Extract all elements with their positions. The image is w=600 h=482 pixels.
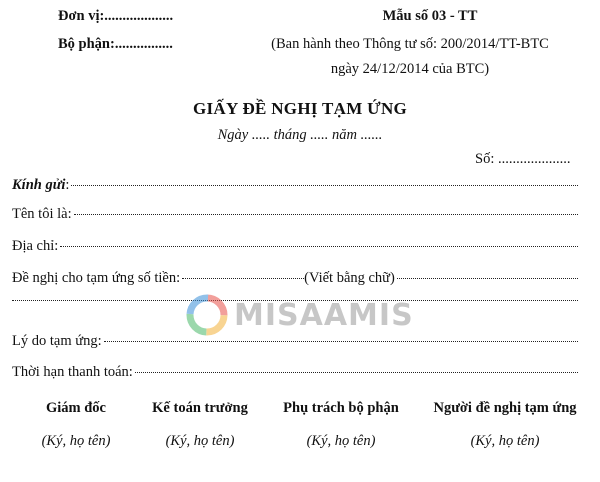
signature-role: Phụ trách bộ phận [283,400,399,416]
issued-by-line-1: (Ban hành theo Thông tư số: 200/2014/TT-BTC [271,36,549,52]
signature-note: (Ký, họ tên) [470,433,540,449]
signature-director [10,400,142,450]
term-label: Thời hạn thanh toán: [12,364,133,380]
document-title: GIẤY ĐỀ NGHỊ TẠM ỨNG [192,99,408,118]
signature-role: Giám đốc [45,400,106,416]
form-number: Mẫu số 03 - TT [382,8,478,24]
signature-note: (Ký, họ tên) [306,433,376,449]
signature-note: (Ký, họ tên) [41,433,111,449]
reason-label: Lý do tạm ứng: [12,333,102,349]
department-label: Bộ phận: [58,36,115,52]
recipient-colon: : [65,177,70,193]
name-label: Tên tôi là: [12,206,72,222]
term-row [12,364,578,381]
signature-note: (Ký, họ tên) [165,433,235,449]
amount-dotted-line[interactable] [182,278,304,279]
signature-role: Kế toán trưởng [152,400,248,416]
address-row [12,238,578,255]
date-line: Ngày ..... tháng ..... năm ...... [217,127,383,143]
department-line [58,36,173,53]
signature-role: Người đề nghị tạm ứng [433,400,577,416]
unit-label: Đơn vị: [58,8,105,24]
term-dotted-line[interactable] [135,372,578,373]
name-dotted-line[interactable] [74,214,578,215]
signature-department-head [262,400,420,450]
amount-label: Đề nghị cho tạm ứng số tiền: [12,270,181,286]
department-dots: ................ [114,36,173,52]
misa-logo-icon [186,294,228,336]
signature-chief-accountant [130,400,270,450]
amount-words-dotted-line[interactable] [397,278,578,279]
document-number: Số: .................... [475,151,571,167]
watermark-text: MISAAMIS [234,297,414,333]
amount-words-label: (Viết bằng chữ) [304,270,395,286]
recipient-label: Kính gửi [12,177,66,193]
signature-requester [412,400,598,450]
amount-row [12,270,578,287]
issued-by-line-2: ngày 24/12/2014 của BTC) [330,61,490,77]
recipient-row [12,177,578,194]
unit-dots: ................... [104,8,174,24]
name-row [12,206,578,223]
address-label: Địa chỉ: [12,238,59,254]
address-dotted-line[interactable] [60,246,578,247]
reason-dotted-line[interactable] [104,341,578,342]
recipient-dotted-line[interactable] [71,185,578,186]
watermark [186,294,414,336]
